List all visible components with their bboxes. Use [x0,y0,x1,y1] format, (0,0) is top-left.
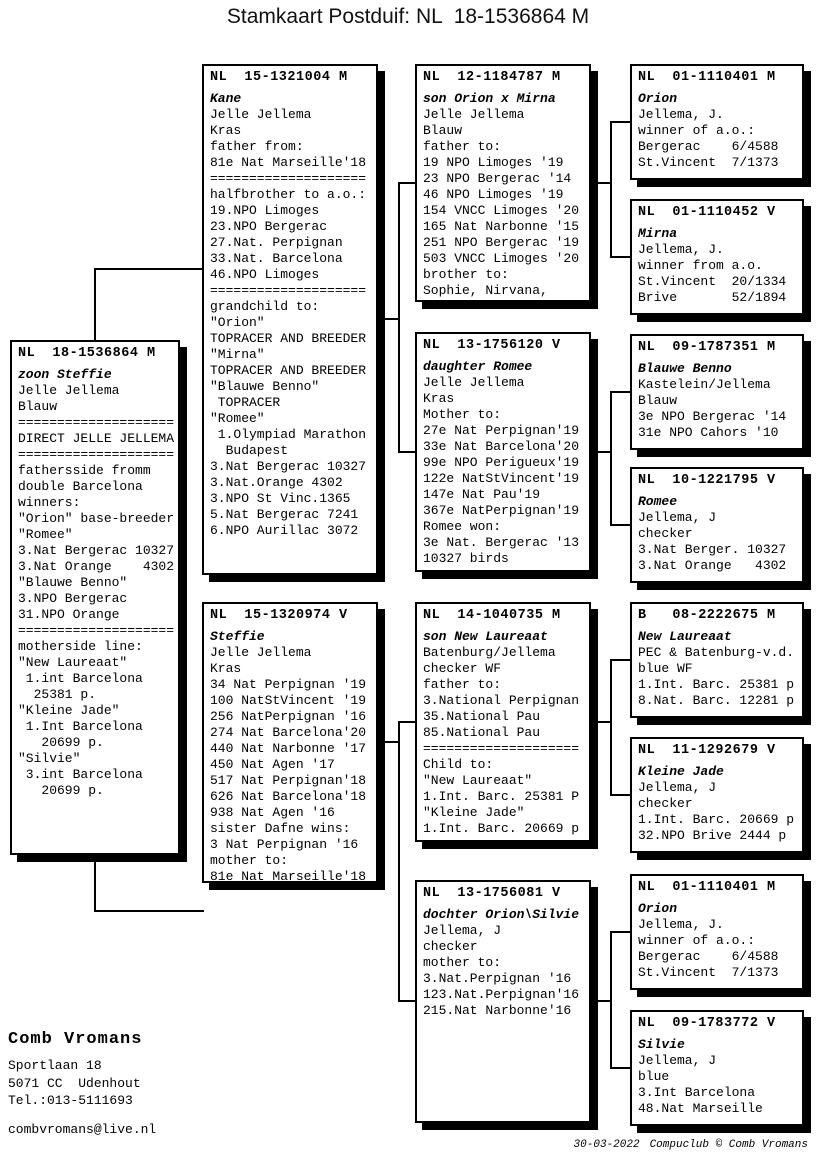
pedigree-connector-line [591,721,612,723]
info-line: 517 Nat Perpignan'18 [210,773,367,788]
ring-number: B 08-2222675 M [638,608,776,623]
ring-number: NL 13-1756120 V [423,338,561,353]
pigeon-name: daughter Romee [423,359,533,374]
info-line: 85.National Pau [423,725,541,740]
pedigree-box-ggf4 [630,874,804,990]
pigeon-info [638,1053,802,1117]
info-line: 3e Nat. Bergerac '13 [423,535,580,550]
info-line: "Romee" [18,527,73,542]
info-line: fathersside fromm [18,463,151,478]
info-line: Jellema, J. [638,107,724,122]
info-line: 19 NPO Limoges '19 [423,155,564,170]
pedigree-box-ggm1 [630,199,804,315]
pigeon-name: Mirna [638,226,678,241]
ring-number: NL 12-1184787 M [423,70,561,85]
info-line: 27.Nat. Perpignan [210,235,343,250]
info-line: ==================== [18,447,175,462]
info-line: 1.Olympiad Marathon [210,427,367,442]
pedigree-connector-line [591,182,612,184]
info-line: 46.NPO Limoges [210,267,320,282]
info-line: Brive 52/1894 [638,290,787,305]
pedigree-box-ggf1 [630,64,804,180]
info-line: "Orion" [210,315,265,330]
info-line: Jelle Jellema [423,375,525,390]
ring-number: NL 14-1040735 M [423,608,561,623]
pedigree-connector-line [378,741,400,743]
info-line: 440 Nat Narbonne '17 [210,741,367,756]
info-line: 33.Nat. Barcelona [210,251,343,266]
ring-number: NL 09-1787351 M [638,340,776,355]
pigeon-info [638,645,802,709]
info-line: 3.Int Barcelona [638,1085,756,1100]
info-line: Kastelein/Jellema [638,377,771,392]
info-line: 123.Nat.Perpignan'16 [423,987,580,1002]
ring-number: NL 10-1221795 V [638,473,776,488]
info-line: 27e Nat Perpignan'19 [423,423,580,438]
info-line: 122e NatStVincent'19 [423,471,580,486]
pigeon-info [423,923,589,1019]
ring-number: NL 15-1321004 M [210,70,348,85]
pedigree-connector-line [610,391,632,393]
info-line: ==================== [210,283,367,298]
pigeon-name: dochter Orion\Silvie [423,907,580,922]
info-line: Jelle Jellema [423,107,525,122]
info-line: 274 Nat Barcelona'20 [210,725,367,740]
owner-address-line: 5071 CC Udenhout [8,1075,141,1091]
info-line: 6.NPO Aurillac 3072 [210,523,359,538]
info-line: 3.Nat Bergerac 10327 [18,543,175,558]
info-line: 99e NPO Perigueux'19 [423,455,580,470]
info-line: 23.NPO Bergerac [210,219,328,234]
pigeon-info [423,645,589,837]
info-line: brother to: [423,267,509,282]
info-line: ==================== [423,741,580,756]
info-line: TOPRACER [210,395,281,410]
pedigree-box-gm-paternal [415,332,591,572]
pedigree-box-ggm2 [630,467,804,583]
info-line: Kras [210,123,242,138]
info-line: motherside line: [18,639,143,654]
pedigree-box-ggf3 [630,602,804,718]
info-line: 46 NPO Limoges '19 [423,187,564,202]
pigeon-name: New Laureaat [638,629,732,644]
info-line: Batenburg/Jellema [423,645,556,660]
info-line: checker [638,796,693,811]
pedigree-connector-line [94,268,204,270]
info-line: 34 Nat Perpignan '19 [210,677,367,692]
info-line: 1.Int. Barc. 25381 p [638,677,795,692]
info-line: halfbrother to a.o.: [210,187,367,202]
pedigree-connector-line [610,794,632,796]
info-line: winners: [18,495,81,510]
info-line: 256 NatPerpignan '16 [210,709,367,724]
print-date: 30-03-2022 [573,1139,640,1151]
info-line: 10327 birds [423,551,509,566]
pigeon-name: zoon Steffie [18,367,112,382]
info-line: "Blauwe Benno" [18,575,128,590]
pigeon-name: Romee [638,494,678,509]
info-line: Sophie, Nirvana, [423,283,548,298]
info-line: ==================== [18,623,175,638]
info-line: "New Laureaat" [423,773,533,788]
pedigree-box-father [202,64,378,575]
info-line: Bergerac 6/4588 [638,949,779,964]
pigeon-info [210,107,376,539]
pedigree-connector-line [94,268,96,342]
info-line: 251 NPO Bergerac '19 [423,235,580,250]
page-title: Stamkaart Postduif: NL 18-1536864 M [226,5,590,28]
pigeon-name: Steffie [210,629,265,644]
ring-number: NL 18-1536864 M [18,346,156,361]
pigeon-info [18,383,178,799]
info-line: PEC & Batenburg-v.d. [638,645,795,660]
info-line: Jelle Jellema [210,645,312,660]
info-line: 626 Nat Barcelona'18 [210,789,367,804]
info-line: "New Laureaat" [18,655,128,670]
ring-number: NL 13-1756081 V [423,886,561,901]
info-line: Blauw [638,393,678,408]
info-line: 3.Nat.Perpignan '16 [423,971,572,986]
pedigree-connector-line [94,910,204,912]
ring-number: NL 11-1292679 V [638,743,776,758]
pedigree-connector-line [610,659,632,661]
info-line: blue WF [638,661,693,676]
info-line: Bergerac 6/4588 [638,139,779,154]
pedigree-connector-line [591,451,612,453]
ring-number: NL 15-1320974 V [210,608,348,623]
pedigree-connector-line [610,524,632,526]
info-line: 1.Int. Barc. 20669 p [423,821,580,836]
info-line: checker [423,939,478,954]
info-line: 25381 p. [18,687,97,702]
owner-email: combvromans@live.nl [8,1122,157,1137]
info-line: 1.Int. Barc. 20669 p [638,812,795,827]
info-line: "Orion" base-breeder [18,511,175,526]
info-line: 31.NPO Orange [18,607,120,622]
info-line: Romee won: [423,519,502,534]
info-line: winner of a.o.: [638,933,756,948]
info-line: Jellema, J [638,510,717,525]
info-line: "Mirna" [210,347,265,362]
pigeon-info [423,107,589,299]
info-line: 3.Nat Orange 4302 [638,558,787,573]
pedigree-box-ggm4 [630,1010,804,1126]
info-line: DIRECT JELLE JELLEMA [18,431,175,446]
info-line: 31e NPO Cahors '10 [638,425,779,440]
pigeon-name: Kleine Jade [638,764,724,779]
info-line: 35.National Pau [423,709,541,724]
pigeon-name: Blauwe Benno [638,361,732,376]
info-line: ==================== [210,171,367,186]
pedigree-box-gm-maternal [415,880,591,1123]
info-line: 3 Nat Perpignan '16 [210,837,359,852]
info-line: Blauw [18,399,58,414]
pedigree-box-ggm3 [630,737,804,853]
info-line: grandchild to: [210,299,320,314]
info-line: 3.Nat Orange 4302 [18,559,175,574]
info-line: 20699 p. [18,783,104,798]
info-line: 1.Int. Barc. 25381 P [423,789,580,804]
info-line: Jellema, J. [638,242,724,257]
info-line: 3.National Perpignan [423,693,580,708]
pigeon-name: son New Laureaat [423,629,548,644]
owner-address-line: Sportlaan 18 [8,1058,102,1073]
info-line: ==================== [18,415,175,430]
owner-address [8,1057,141,1110]
info-line: 147e Nat Pau'19 [423,487,541,502]
info-line: Jellema, J. [638,917,724,932]
info-line: winner from a.o. [638,258,763,273]
info-line: 33e Nat Barcelona'20 [423,439,580,454]
info-line: St.Vincent 20/1334 [638,274,787,289]
info-line: 1.Int Barcelona [18,719,143,734]
pedigree-connector-line [591,1000,612,1002]
info-line: 81e Nat Marseille'18 [210,869,367,883]
pedigree-connector-line [610,931,632,933]
info-line: Kras [210,661,242,676]
pigeon-name: Silvie [638,1037,685,1052]
info-line: winner of a.o.: [638,123,756,138]
info-line: TOPRACER AND BREEDER [210,363,367,378]
info-line: St.Vincent 7/1373 [638,965,779,980]
owner-name: Comb Vromans [8,1030,143,1049]
info-line: Jellema, J [423,923,502,938]
pigeon-name: Orion [638,91,678,106]
info-line: 215.Nat Narbonne'16 [423,1003,572,1018]
info-line: blue [638,1069,670,1084]
info-line: 367e NatPerpignan'19 [423,503,580,518]
pigeon-info [638,510,802,574]
ring-number: NL 01-1110401 M [638,880,776,895]
pigeon-info [638,917,802,981]
ring-number: NL 09-1783772 V [638,1016,776,1031]
pigeon-info [210,645,376,883]
info-line: 3.Nat.Orange 4302 [210,475,343,490]
info-line: 48.Nat Marseille [638,1101,763,1116]
info-line: father to: [423,139,502,154]
info-line: 3e NPO Bergerac '14 [638,409,787,424]
info-line: "Kleine Jade" [423,805,525,820]
info-line: 3.Nat Berger. 10327 [638,542,787,557]
pedigree-box-mother [202,602,378,883]
info-line: 20699 p. [18,735,104,750]
info-line: 19.NPO Limoges [210,203,320,218]
pedigree-box-subject [10,340,180,855]
pedigree-connector-line [398,721,400,1002]
info-line: father to: [423,677,502,692]
info-line: 503 VNCC Limoges '20 [423,251,580,266]
info-line: 23 NPO Bergerac '14 [423,171,572,186]
info-line: "Blauwe Benno" [210,379,320,394]
info-line: TOPRACER AND BREEDER [210,331,367,346]
pigeon-info [638,242,802,306]
pigeon-info [638,107,802,171]
info-line: Budapest [210,443,289,458]
pedigree-connector-line [94,855,96,912]
info-line: 165 Nat Narbonne '15 [423,219,580,234]
info-line: Jelle Jellema [210,107,312,122]
info-line: 938 Nat Agen '16 [210,805,335,820]
info-line: father from: [210,139,304,154]
info-line: 3.NPO Bergerac [18,591,128,606]
pedigree-connector-line [610,121,632,123]
info-line: Blauw [423,123,463,138]
pedigree-connector-line [610,931,612,1069]
pigeon-info [638,780,802,844]
pigeon-name: Orion [638,901,678,916]
info-line: Mother to: [423,407,502,422]
info-line: "Kleine Jade" [18,703,120,718]
info-line: "Romee" [210,411,265,426]
pedigree-connector-line [610,1067,632,1069]
pedigree-connector-line [610,391,612,526]
pigeon-info [423,375,589,567]
pedigree-box-gf-maternal [415,602,591,842]
pedigree-box-ggf2 [630,334,804,450]
info-line: sister Dafne wins: [210,821,351,836]
info-line: mother to: [210,853,289,868]
info-line: St.Vincent 7/1373 [638,155,779,170]
info-line: double Barcelona [18,479,143,494]
info-line: Child to: [423,757,494,772]
pedigree-connector-line [398,182,400,453]
pedigree-box-gf-paternal [415,64,591,302]
pedigree-connector-line [610,121,612,258]
info-line: 1.int Barcelona [18,671,143,686]
info-line: "Silvie" [18,751,81,766]
print-footer [564,1139,808,1151]
info-line: mother to: [423,955,502,970]
info-line: 5.Nat Bergerac 7241 [210,507,359,522]
info-line: 3.int Barcelona [18,767,143,782]
pigeon-name: son Orion x Mirna [423,91,556,106]
pedigree-connector-line [610,659,612,796]
info-line: 100 NatStVincent '19 [210,693,367,708]
info-line: 154 VNCC Limoges '20 [423,203,580,218]
pedigree-connector-line [610,256,632,258]
ring-number: NL 01-1110452 V [638,205,776,220]
info-line: 450 Nat Agen '17 [210,757,335,772]
ring-number: NL 01-1110401 M [638,70,776,85]
info-line: checker [638,526,693,541]
info-line: 8.Nat. Barc. 12281 p [638,693,795,708]
owner-phone: Tel.:013-5111693 [8,1093,133,1108]
info-line: 81e Nat Marseille'18 [210,155,367,170]
info-line: 3.NPO St Vinc.1365 [210,491,351,506]
info-line: 32.NPO Brive 2444 p [638,828,787,843]
info-line: Jelle Jellema [18,383,120,398]
print-credit: Compuclub © Comb Vromans [649,1139,808,1151]
pedigree-connector-line [378,318,400,320]
pigeon-name: Kane [210,91,242,106]
info-line: Kras [423,391,455,406]
pigeon-info [638,377,802,441]
info-line: Jellema, J [638,780,717,795]
info-line: Jellema, J [638,1053,717,1068]
info-line: checker WF [423,661,502,676]
info-line: 3.Nat Bergerac 10327 [210,459,367,474]
